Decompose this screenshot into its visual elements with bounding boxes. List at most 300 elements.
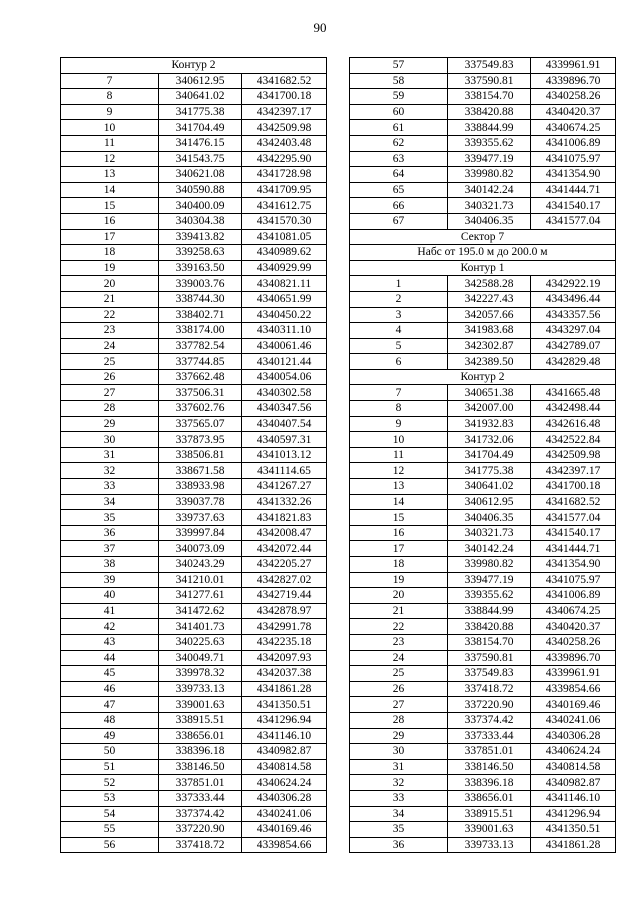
contour-2-rows: [350, 385, 616, 853]
coord-y: 4340347.56: [242, 401, 327, 417]
coord-x: 337374.42: [159, 806, 242, 822]
table-row: [61, 837, 327, 853]
contour-2-header: Контур 2: [350, 369, 616, 385]
coord-x: 338146.50: [159, 759, 242, 775]
table-row: [350, 790, 616, 806]
point-number: 21: [350, 603, 448, 619]
table-row: [61, 463, 327, 479]
coord-y: 4342097.93: [242, 650, 327, 666]
point-number: 67: [350, 213, 448, 229]
point-number: 23: [350, 634, 448, 650]
point-number: 39: [61, 572, 159, 588]
point-number: 44: [61, 650, 159, 666]
coord-y: 4340241.06: [242, 806, 327, 822]
coord-y: 4341577.04: [531, 510, 616, 526]
coord-y: 4340450.22: [242, 307, 327, 323]
coord-y: 4339854.66: [531, 681, 616, 697]
contour-1-rows: [350, 276, 616, 370]
contour-header-row: [350, 369, 616, 385]
table-row: [61, 588, 327, 604]
table-row: [350, 416, 616, 432]
point-number: 32: [61, 463, 159, 479]
coord-x: 337662.48: [159, 369, 242, 385]
coord-y: 4341354.90: [531, 167, 616, 183]
coord-y: 4341577.04: [531, 213, 616, 229]
table-row: [350, 603, 616, 619]
coord-x: 340406.35: [448, 213, 531, 229]
page-number: 90: [313, 20, 327, 35]
table-row: [61, 104, 327, 120]
table-row: [350, 541, 616, 557]
table-row: [350, 307, 616, 323]
point-number: 30: [61, 432, 159, 448]
coord-y: 4342878.97: [242, 603, 327, 619]
coord-y: 4341682.52: [531, 494, 616, 510]
table-row: [350, 463, 616, 479]
point-number: 29: [350, 728, 448, 744]
point-number: 24: [350, 650, 448, 666]
table-row: [61, 416, 327, 432]
table-row: [61, 385, 327, 401]
coord-y: 4342509.98: [242, 120, 327, 136]
point-number: 20: [350, 588, 448, 604]
coord-x: 337851.01: [448, 744, 531, 760]
coord-y: 4340674.25: [531, 603, 616, 619]
coord-y: 4339961.91: [531, 666, 616, 682]
point-number: 31: [61, 447, 159, 463]
point-number: 28: [61, 401, 159, 417]
coord-x: 338402.71: [159, 307, 242, 323]
coord-x: 337333.44: [159, 790, 242, 806]
coord-x: 338396.18: [448, 775, 531, 791]
coord-x: 340621.08: [159, 167, 242, 183]
coord-y: 4341700.18: [242, 89, 327, 105]
point-number: 52: [61, 775, 159, 791]
coord-y: 4341821.83: [242, 510, 327, 526]
coord-y: 4341296.94: [531, 806, 616, 822]
right-coordinates-table: [349, 57, 616, 853]
coord-y: 4340311.10: [242, 323, 327, 339]
coord-x: 342227.43: [448, 291, 531, 307]
coord-y: 4341146.10: [531, 790, 616, 806]
table-row: [61, 525, 327, 541]
point-number: 11: [350, 447, 448, 463]
coord-y: 4341444.71: [531, 182, 616, 198]
table-row: [350, 354, 616, 370]
coord-x: 341476.15: [159, 135, 242, 151]
point-number: 21: [61, 291, 159, 307]
coord-y: 4342397.17: [531, 463, 616, 479]
table-row: [61, 447, 327, 463]
table-row: [61, 759, 327, 775]
point-number: 12: [61, 151, 159, 167]
table-row: [350, 806, 616, 822]
point-number: 19: [350, 572, 448, 588]
coord-y: 4340674.25: [531, 120, 616, 136]
table-row: [350, 494, 616, 510]
contour-2-header-group: [350, 369, 616, 385]
coord-x: 340049.71: [159, 650, 242, 666]
point-number: 50: [61, 744, 159, 760]
coord-x: 339001.63: [448, 822, 531, 838]
sector-title-row: [350, 229, 616, 245]
table-row: [350, 213, 616, 229]
coord-x: 340400.09: [159, 198, 242, 214]
coord-x: 337220.90: [448, 697, 531, 713]
coord-x: 339980.82: [448, 557, 531, 573]
coord-x: 338915.51: [448, 806, 531, 822]
table-row: [350, 650, 616, 666]
coord-y: 4340121.44: [242, 354, 327, 370]
coord-y: 4341861.28: [531, 837, 616, 853]
coord-x: 337851.01: [159, 775, 242, 791]
coord-y: 4341006.89: [531, 135, 616, 151]
point-number: 29: [61, 416, 159, 432]
coord-y: 4343297.04: [531, 323, 616, 339]
table-row: [61, 213, 327, 229]
coord-x: 338656.01: [159, 728, 242, 744]
point-number: 15: [350, 510, 448, 526]
table-row: [61, 151, 327, 167]
coord-x: 338656.01: [448, 790, 531, 806]
point-number: 25: [350, 666, 448, 682]
coord-y: 4342719.44: [242, 588, 327, 604]
point-number: 1: [350, 276, 448, 292]
coord-y: 4341267.27: [242, 479, 327, 495]
coord-x: 341775.38: [448, 463, 531, 479]
coord-y: 4342827.02: [242, 572, 327, 588]
point-number: 7: [61, 73, 159, 89]
coord-x: 341472.62: [159, 603, 242, 619]
point-number: 16: [350, 525, 448, 541]
coord-x: 341401.73: [159, 619, 242, 635]
coord-y: 4341354.90: [531, 557, 616, 573]
coord-y: 4342008.47: [242, 525, 327, 541]
table-row: [61, 634, 327, 650]
coord-x: 341543.75: [159, 151, 242, 167]
coord-y: 4342072.44: [242, 541, 327, 557]
coord-x: 338420.88: [448, 619, 531, 635]
table-row: [61, 790, 327, 806]
coord-y: 4340169.46: [242, 822, 327, 838]
table-row: [61, 650, 327, 666]
table-row: [61, 510, 327, 526]
table-row: [350, 447, 616, 463]
point-number: 54: [61, 806, 159, 822]
point-number: 13: [350, 479, 448, 495]
point-number: 48: [61, 712, 159, 728]
table-row: [61, 323, 327, 339]
coord-x: 340142.24: [448, 541, 531, 557]
coord-x: 337590.81: [448, 650, 531, 666]
point-number: 32: [350, 775, 448, 791]
left-coordinates-table: [60, 57, 327, 853]
table-row: [61, 245, 327, 261]
point-number: 9: [61, 104, 159, 120]
table-row: [61, 182, 327, 198]
table-row: [350, 182, 616, 198]
table-row: [61, 401, 327, 417]
table-row: [61, 666, 327, 682]
contour-1-header: Контур 1: [350, 260, 616, 276]
coord-x: 338844.99: [448, 603, 531, 619]
point-number: 22: [61, 307, 159, 323]
coord-y: 4339896.70: [531, 650, 616, 666]
coord-y: 4341682.52: [242, 73, 327, 89]
coord-y: 4342037.38: [242, 666, 327, 682]
table-row: [61, 229, 327, 245]
table-row: [61, 338, 327, 354]
point-number: 5: [350, 338, 448, 354]
coord-x: 338154.70: [448, 634, 531, 650]
contour-header-row: [61, 58, 327, 74]
point-number: 62: [350, 135, 448, 151]
coord-x: 338174.00: [159, 323, 242, 339]
point-number: 10: [350, 432, 448, 448]
point-number: 64: [350, 167, 448, 183]
coord-y: 4342235.18: [242, 634, 327, 650]
coord-y: 4341332.26: [242, 494, 327, 510]
point-number: 58: [350, 73, 448, 89]
coord-x: 337374.42: [448, 712, 531, 728]
point-number: 7: [350, 385, 448, 401]
point-number: 23: [61, 323, 159, 339]
table-row: [61, 89, 327, 105]
coord-x: 338744.30: [159, 291, 242, 307]
coord-x: 339037.78: [159, 494, 242, 510]
coord-y: 4341709.95: [242, 182, 327, 198]
table-row: [350, 775, 616, 791]
table-row: [350, 401, 616, 417]
point-number: 26: [61, 369, 159, 385]
coord-x: 340073.09: [159, 541, 242, 557]
coord-y: 4342522.84: [531, 432, 616, 448]
coord-y: 4342509.98: [531, 447, 616, 463]
coord-y: 4340306.28: [242, 790, 327, 806]
table-row: [350, 291, 616, 307]
coord-x: 337590.81: [448, 73, 531, 89]
coord-x: 342389.50: [448, 354, 531, 370]
contour-header-row: [350, 260, 616, 276]
coord-x: 337873.95: [159, 432, 242, 448]
table-row: [350, 432, 616, 448]
table-row: [61, 603, 327, 619]
table-row: [61, 822, 327, 838]
point-number: 65: [350, 182, 448, 198]
coord-y: 4340169.46: [531, 697, 616, 713]
coord-y: 4341006.89: [531, 588, 616, 604]
point-number: 61: [350, 120, 448, 136]
table-row: [350, 525, 616, 541]
point-number: 15: [61, 198, 159, 214]
coord-y: 4341114.65: [242, 463, 327, 479]
point-number: 11: [61, 135, 159, 151]
coord-x: 337744.85: [159, 354, 242, 370]
table-row: [61, 806, 327, 822]
coord-y: 4341350.51: [242, 697, 327, 713]
coord-y: 4341728.98: [242, 167, 327, 183]
table-row: [61, 479, 327, 495]
coord-x: 337418.72: [448, 681, 531, 697]
table-row: [350, 712, 616, 728]
coord-y: 4342829.48: [531, 354, 616, 370]
coord-x: 338154.70: [448, 89, 531, 105]
coord-y: 4340258.26: [531, 89, 616, 105]
coord-x: 337549.83: [448, 666, 531, 682]
coord-y: 4343496.44: [531, 291, 616, 307]
point-number: 40: [61, 588, 159, 604]
point-number: 60: [350, 104, 448, 120]
point-number: 17: [61, 229, 159, 245]
point-number: 33: [350, 790, 448, 806]
table-row: [61, 307, 327, 323]
coord-y: 4340420.37: [531, 104, 616, 120]
coord-y: 4342498.44: [531, 401, 616, 417]
point-number: 36: [61, 525, 159, 541]
coord-x: 340641.02: [448, 479, 531, 495]
table-row: [61, 494, 327, 510]
point-number: 35: [350, 822, 448, 838]
table-row: [350, 89, 616, 105]
point-number: 34: [61, 494, 159, 510]
point-number: 34: [350, 806, 448, 822]
table-row: [350, 385, 616, 401]
coord-y: 4342922.19: [531, 276, 616, 292]
table-row: [350, 198, 616, 214]
table-row: [350, 338, 616, 354]
coord-y: 4343357.56: [531, 307, 616, 323]
coord-x: 339163.50: [159, 260, 242, 276]
table-row: [61, 541, 327, 557]
point-number: 37: [61, 541, 159, 557]
coord-x: 341277.61: [159, 588, 242, 604]
point-number: 22: [350, 619, 448, 635]
coord-x: 339733.13: [159, 681, 242, 697]
point-number: 10: [61, 120, 159, 136]
point-number: 14: [61, 182, 159, 198]
coord-x: 337549.83: [448, 58, 531, 74]
coord-y: 4341296.94: [242, 712, 327, 728]
point-number: 26: [350, 681, 448, 697]
table-row: [350, 510, 616, 526]
table-row: [350, 759, 616, 775]
table-row: [350, 58, 616, 74]
coord-y: 4340302.58: [242, 385, 327, 401]
contour-2-header: Контур 2: [61, 58, 327, 74]
coord-y: 4342616.48: [531, 416, 616, 432]
coord-y: 4341612.75: [242, 198, 327, 214]
coord-x: 339737.63: [159, 510, 242, 526]
table-row: [61, 728, 327, 744]
coord-x: 339003.76: [159, 276, 242, 292]
table-row: [350, 697, 616, 713]
coord-y: 4341700.18: [531, 479, 616, 495]
coord-y: 4340054.06: [242, 369, 327, 385]
table-row: [61, 120, 327, 136]
coord-y: 4341075.97: [531, 572, 616, 588]
table-row: [61, 135, 327, 151]
coord-y: 4341013.12: [242, 447, 327, 463]
coord-y: 4341075.97: [531, 151, 616, 167]
point-number: 2: [350, 291, 448, 307]
table-row: [350, 557, 616, 573]
coord-y: 4340258.26: [531, 634, 616, 650]
coord-x: 339980.82: [448, 167, 531, 183]
coord-y: 4340814.58: [531, 759, 616, 775]
table-row: [350, 634, 616, 650]
coord-x: 340406.35: [448, 510, 531, 526]
table-row: [61, 167, 327, 183]
coord-y: 4340061.46: [242, 338, 327, 354]
coord-y: 4340624.24: [242, 775, 327, 791]
coord-x: 337418.72: [159, 837, 242, 853]
point-number: 18: [350, 557, 448, 573]
point-number: 9: [350, 416, 448, 432]
sector-title: Сектор 7: [350, 229, 616, 245]
coord-x: 339477.19: [448, 572, 531, 588]
point-number: 25: [61, 354, 159, 370]
table-row: [61, 681, 327, 697]
coord-y: 4340651.99: [242, 291, 327, 307]
table-row: [350, 276, 616, 292]
coord-x: 341983.68: [448, 323, 531, 339]
coord-x: 342302.87: [448, 338, 531, 354]
table-row: [350, 666, 616, 682]
table-row: [61, 291, 327, 307]
coord-x: 338915.51: [159, 712, 242, 728]
coord-x: 342057.66: [448, 307, 531, 323]
point-number: 30: [350, 744, 448, 760]
coord-x: 339978.32: [159, 666, 242, 682]
coord-x: 337506.31: [159, 385, 242, 401]
coord-x: 340641.02: [159, 89, 242, 105]
coord-y: 4339854.66: [242, 837, 327, 853]
coord-x: 338146.50: [448, 759, 531, 775]
table-row: [61, 369, 327, 385]
coord-x: 338396.18: [159, 744, 242, 760]
coord-y: 4341081.05: [242, 229, 327, 245]
table-row: [350, 728, 616, 744]
point-number: 51: [61, 759, 159, 775]
table-row: [350, 73, 616, 89]
coord-y: 4342397.17: [242, 104, 327, 120]
table-row: [350, 120, 616, 136]
coord-x: 341732.06: [448, 432, 531, 448]
point-number: 41: [61, 603, 159, 619]
coord-x: 341775.38: [159, 104, 242, 120]
coord-x: 339733.13: [448, 837, 531, 853]
coord-x: 340612.95: [159, 73, 242, 89]
coord-y: 4340821.11: [242, 276, 327, 292]
point-number: 31: [350, 759, 448, 775]
coord-y: 4339896.70: [531, 73, 616, 89]
table-row: [61, 354, 327, 370]
coord-x: 337333.44: [448, 728, 531, 744]
coord-x: 338671.58: [159, 463, 242, 479]
point-number: 6: [350, 354, 448, 370]
coord-y: 4342403.48: [242, 135, 327, 151]
coord-y: 4341146.10: [242, 728, 327, 744]
point-number: 59: [350, 89, 448, 105]
point-number: 47: [61, 697, 159, 713]
coord-x: 339001.63: [159, 697, 242, 713]
point-number: 27: [61, 385, 159, 401]
coord-x: 340304.38: [159, 213, 242, 229]
table-row: [350, 822, 616, 838]
table-row: [61, 697, 327, 713]
coord-x: 339413.82: [159, 229, 242, 245]
point-number: 33: [61, 479, 159, 495]
